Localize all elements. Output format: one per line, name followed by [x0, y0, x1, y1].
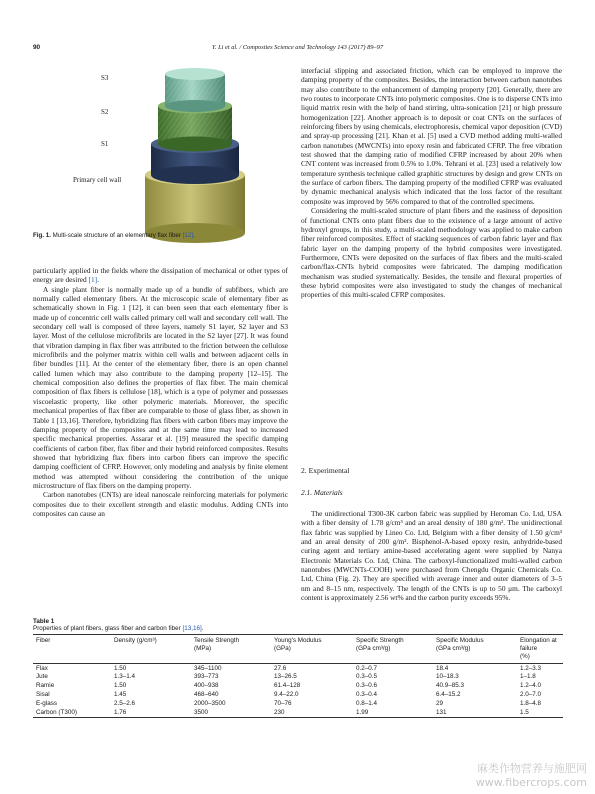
right-column — [301, 66, 562, 300]
table-cell: 400–938 — [194, 682, 219, 690]
table-cell: Carbon (T300) — [36, 708, 77, 716]
table-cell: 9.4–22.0 — [274, 690, 299, 698]
table-cell: 0.8–1.4 — [356, 699, 378, 707]
label-primary-cell-wall: Primary cell wall — [73, 176, 122, 184]
table-cell: 2000–3500 — [194, 699, 226, 707]
right-paragraph-2: Considering the multi-scaled structure of plant fibers and the easiness of deposition of functional CNTs onto plant fibers due to the existence of a large amount of active hydroxyl groups, in this study, a multi-scaled methodology was applied to make carbon fiber reinforced composites. Effect of stacking sequences of carbon fabric layer and flax fabric layer on the damping property of the hybrid composites were investigated. Furthermore, CNTs were deposited on the surfaces of flax fibers and the multi-scaled carbon/flax-CNTs hybrid composites were fabricated. The damping modification mechanism was studied systematically. Besides, the tensile and flexural properties of these hybrid composites were also investigated to study the changes of mechanical properties of this multi-scaled CFRP composites. — [301, 206, 562, 300]
right-paragraph-1: interfacial slipping and associated friction, which can be employed to improve the damping property of the composites. Besides, the interaction between carbon nanotubes may also contribute to the enhancement of damping property [20]. Generally, there are two routes to incorporate CNTs into polymeric composites. One is to disperse CNTs into liquid matrix resin with the help of hand stirring, ultra-sonication [21] or high pressure homogenization [22]. Another approach is to deposit or coat CNTs on the surfaces of reinforcing fibers by using chemicals, electrophoresis, chemical vapor deposition (CVD) and spray-up processing [21]. Khan et al. [5] used a CVD method adding multi-walled carbon nanotubes (MWCNTs) into epoxy resin and fabricated CFRP. The free vibration test showed that the damping ratio of modified CFRP increased by about 20% when CNT content was increased from 0.5% to 1.0%. Tehrani et al. [23] used a relatively low temperature synthesis technique called graphitic structures by design and grew CNTs on the surface of carbon fibers. The damping property of the modified CFRP was evaluated by dynamic mechanical analysis which indicated that the loss factor of the resultant composite was improved by 56% compared to that of the controlled specimens. — [301, 66, 562, 206]
table-cell: Ramie — [36, 682, 55, 690]
running-header — [33, 44, 562, 56]
materials-section — [301, 509, 562, 602]
left-paragraph-3: Carbon nanotubes (CNTs) are ideal nanoscale reinforcing materials for polymeric composites due to their excellent strength and elastic modulus. Adding CNTs into composites can cause an — [33, 490, 288, 518]
ref-link[interactable]: [1] — [88, 275, 98, 285]
table-cell: 1.76 — [114, 708, 127, 716]
table-cell: 2.5–2.6 — [114, 699, 136, 707]
table-cell: 3500 — [194, 708, 209, 716]
figure-1 — [33, 60, 288, 255]
caption-ref-link[interactable]: [12] — [182, 232, 193, 239]
table-cell: 27.6 — [274, 664, 287, 672]
table-cell: 1.5 — [520, 708, 529, 716]
table-cell: 1.8–4.8 — [520, 699, 542, 707]
caption-end: . — [192, 232, 195, 239]
header-density: Density (g/cm³) — [114, 637, 157, 644]
table-cell: 2.0–7.0 — [520, 690, 542, 698]
header-fiber: Fiber — [36, 637, 51, 644]
table-cell: 131 — [436, 708, 447, 716]
table-cell: Flax — [36, 664, 48, 672]
table-header-row — [33, 635, 563, 664]
label-s3: S3 — [101, 74, 109, 82]
table-label: Table 1 — [33, 618, 55, 625]
header-elongation: Elongation at failure (%) — [520, 637, 557, 660]
table-cell: 29 — [436, 699, 444, 707]
table-row — [33, 690, 563, 699]
right-paragraph-3: The unidirectional T300-3K carbon fabric was supplied by Heroman Co. Ltd, USA with a fiber density of 1.78 g/cm³ and an areal density of 180 g/m². The unidirectional flax fabric was supplied by Lineo Co. Ltd, Belgium with a fiber density of 1.50 g/cm³ and an areal density of 200 g/m². Bisphenol-A-based epoxy resin, anhydride-based curing agent and tertiary amine-based accelerating agent were supplied by Nanya Electronic Materials Co. Ltd, China. The carboxyl-functionalized multi-walled carbon nanotubes (MWCNTs-COOH) were purchased from Chengdu Organic Chemicals Co. Ltd, China (Fig. 2). They are specified with average inner and outer diameters of 3–5 nm and 8–15 nm, respectively. The length of the CNTs is up to 50 μm. The carboxyl content is approximately 2.56 wt% and the carbon purity exceeds 95%. — [301, 509, 562, 603]
table-cell: 70–76 — [274, 699, 292, 707]
page-number: 90 — [33, 44, 41, 51]
table-ref-link[interactable]: [13,16] — [182, 625, 202, 632]
properties-table — [33, 634, 563, 718]
table-cell: E-glass — [36, 699, 57, 707]
label-s1: S1 — [101, 140, 109, 148]
table-cell: 1.2–3.3 — [520, 664, 542, 672]
table-row — [33, 664, 563, 673]
table-cell: 1.50 — [114, 682, 127, 690]
label-s2: S2 — [101, 108, 109, 116]
s3-layer — [165, 68, 225, 112]
table-title: Table 1 Properties of plant fibers, glass fiber and carbon fiber [13,16]. — [33, 618, 204, 632]
watermark: 麻类作物营养与施肥网 www.fibercrops.com — [475, 762, 587, 789]
table-cell: 345–1100 — [194, 664, 222, 672]
table-cell: 18.4 — [436, 664, 449, 672]
table-cell: 230 — [274, 708, 285, 716]
table-cell: Jute — [36, 673, 48, 681]
table-cell: 0.3–0.5 — [356, 673, 378, 681]
table-cell: 1.45 — [114, 690, 127, 698]
table-cell: 1–1.8 — [520, 673, 536, 681]
header-specific-strength: Specific Strength (GPa cm³/g) — [356, 637, 404, 652]
table-row — [33, 682, 563, 691]
left-paragraph-1: particularly applied in the fields where the dissipation of mechanical or other types of energy are desired [1]. — [33, 266, 288, 285]
left-paragraph-2: A single plant fiber is normally made up of a bundle of subfibers, which are normally called elementary fibers. At the microscopic scale of elementary fiber as schematically shown in Fig. 1 [12], it can been seen that each elementary fiber is made up of concentric cell walls called primary cell wall and secondary cell wall. The secondary cell wall is composed of three layers, namely S1 layer, S2 layer and S3 layer. Most of the cellulose microfibrils are located in the S2 layer [27]. It was found that vibration damping in flax fiber was attributed to the friction between the cellulose microfibrils and the polymer matrix within cell walls and between adjacent cells in fiber bundles [11]. At the center of the elementary fiber, there is an open channel called lumen which may also contribute to the damping property [12–15]. The chemical composition also defines the properties of flax fiber. The main chemical composition of flax fibers is cellulose [18], which is a type of polymer and possesses viscoelastic property, like other polymeric materials. Moreover, the specific mechanical properties of flax fiber are comparable to those of glass fiber, as shown in Table 1 [13,16]. Therefore, hybridizing flax fibers with carbon fibers may improve the damping property of the composites and at the same time may lead to increased specific mechanical properties. Assarar et al. [19] measured the specific damping coefficients of carbon fiber, flax fiber and their hybrid reinforced composites. Results showed that hybridizing flax fibers into carbon fibers can improve the specific damping coefficient of CFRP. However, only modeling and analysis by finite element method was attempted without considering the contribution of the unique microstructure of flax fibers on the damping property. — [33, 284, 288, 490]
header-tensile-strength: Tensile Strength (MPa) — [194, 637, 240, 652]
figure-1-caption — [33, 232, 288, 239]
table-cell: 13–26.5 — [274, 673, 297, 681]
table-cell: 0.3–0.4 — [356, 690, 378, 698]
table-cell: 1.2–4.0 — [520, 682, 542, 690]
table-cell: 1.3–1.4 — [114, 673, 136, 681]
table-cell: 6.4–15.2 — [436, 690, 461, 698]
table-cell: 393–773 — [194, 673, 219, 681]
elementary-flax-fiber-illustration — [33, 60, 288, 255]
table-row — [33, 673, 563, 682]
table-cell: 1.50 — [114, 664, 127, 672]
table-cell: 1.99 — [356, 708, 369, 716]
table-row — [33, 699, 563, 708]
table-cell: 468–640 — [194, 690, 219, 698]
table-row — [33, 708, 563, 717]
caption-text: Multi-scale structure of an elementary flax fiber — [52, 232, 181, 239]
table-cell: 40.9–85.3 — [436, 682, 465, 690]
subsection-heading: 2.1. Materials — [301, 488, 343, 497]
caption-label: Fig. 1. — [33, 232, 51, 239]
header-specific-modulus: Specific Modulus (GPa cm³/g) — [436, 637, 484, 652]
table-cell: 10–18.3 — [436, 673, 459, 681]
table-cell: 61.4–128 — [274, 682, 301, 690]
header-youngs-modulus: Young's Modulus (GPa) — [274, 637, 322, 652]
section-heading: 2. Experimental — [301, 466, 350, 475]
table-cell: 0.3–0.6 — [356, 682, 378, 690]
table-caption: Properties of plant fibers, glass fiber and carbon fiber — [33, 625, 181, 632]
journal-citation: Y. Li et al. / Composites Science and Technology 143 (2017) 89–97 — [211, 44, 384, 51]
table-cell: Sisal — [36, 690, 50, 698]
table-cell: 0.2–0.7 — [356, 664, 378, 672]
left-column — [33, 266, 288, 518]
